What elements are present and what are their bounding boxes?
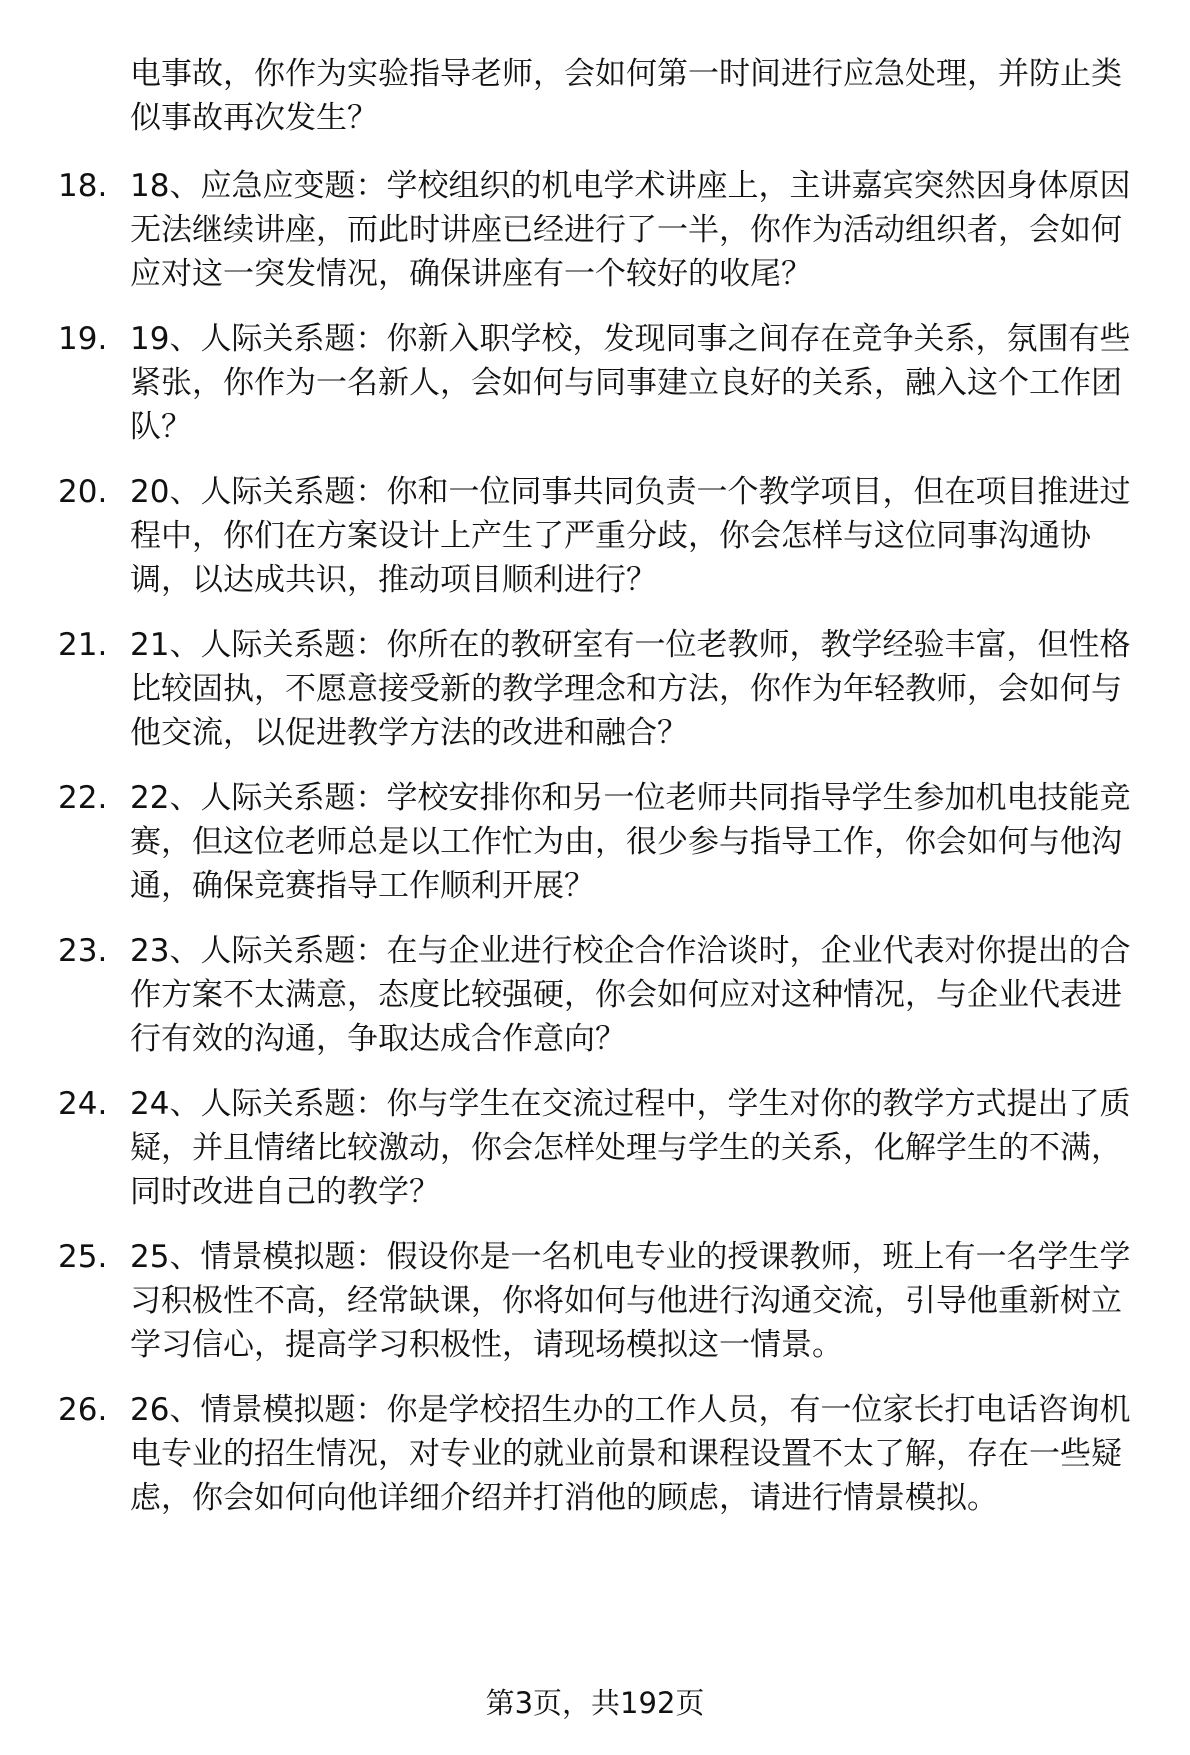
question-item-19 (0, 317, 1190, 449)
question-text: 22、人际关系题：学校安排你和另一位老师共同指导学生参加机电技能竞赛，但这位老师总是以工作忙为由，很少参与指导工作，你会如何与他沟通，确保竞赛指导工作顺利开展？ (130, 780, 1131, 904)
question-number: 25. (58, 1239, 108, 1275)
question-number: 20. (58, 474, 108, 510)
question-item-20 (0, 470, 1190, 602)
question-list (0, 164, 1190, 1541)
question-item-23 (0, 929, 1190, 1061)
question-number: 23. (58, 933, 108, 969)
question-text: 19、人际关系题：你新入职学校，发现同事之间存在竞争关系，氛围有些紧张，你作为一名新人，会如何与同事建立良好的关系，融入这个工作团队？ (130, 321, 1131, 445)
question-text: 21、人际关系题：你所在的教研室有一位老教师，教学经验丰富，但性格比较固执，不愿意接受新的教学理念和方法，你作为年轻教师，会如何与他交流，以促进教学方法的改进和融合？ (130, 627, 1131, 751)
question-number: 19. (58, 321, 108, 357)
question-item-24 (0, 1082, 1190, 1214)
question-number: 18. (58, 168, 108, 204)
page-number-footer: 第3页，共192页 (485, 1686, 705, 1720)
question-item-22 (0, 776, 1190, 908)
question-text: 26、情景模拟题：你是学校招生办的工作人员，有一位家长打电话咨询机电专业的招生情况，对专业的就业前景和课程设置不太了解，存在一些疑虑，你会如何向他详细介绍并打消他的顾虑，请进行情景模拟。 (130, 1392, 1131, 1516)
question-item-18 (0, 164, 1190, 296)
question-number: 21. (58, 627, 108, 663)
question-text: 25、情景模拟题：假设你是一名机电专业的授课教师，班上有一名学生学习积极性不高，经常缺课，你将如何与他进行沟通交流，引导他重新树立学习信心，提高学习积极性，请现场模拟这一情景。 (130, 1239, 1131, 1363)
question-text: 20、人际关系题：你和一位同事共同负责一个教学项目，但在项目推进过程中，你们在方案设计上产生了严重分歧，你会怎样与这位同事沟通协调，以达成共识，推动项目顺利进行？ (130, 474, 1131, 598)
question-text: 24、人际关系题：你与学生在交流过程中，学生对你的教学方式提出了质疑，并且情绪比较激动，你会怎样处理与学生的关系，化解学生的不满，同时改进自己的教学？ (130, 1086, 1131, 1210)
question-item-26 (0, 1388, 1190, 1520)
question-number: 24. (58, 1086, 108, 1122)
continued-question-text: 电事故，你作为实验指导老师，会如何第一时间进行应急处理，并防止类似事故再次发生？ (130, 56, 1122, 136)
question-text: 18、应急应变题：学校组织的机电学术讲座上，主讲嘉宾突然因身体原因无法继续讲座，而此时讲座已经进行了一半，你作为活动组织者，会如何应对这一突发情况，确保讲座有一个较好的收尾？ (130, 168, 1131, 292)
question-text: 23、人际关系题：在与企业进行校企合作洽谈时，企业代表对你提出的合作方案不太满意，态度比较强硬，你会如何应对这种情况，与企业代表进行有效的沟通，争取达成合作意向？ (130, 933, 1131, 1057)
question-item-21 (0, 623, 1190, 755)
question-number: 26. (58, 1392, 108, 1428)
question-item-25 (0, 1235, 1190, 1367)
question-number: 22. (58, 780, 108, 816)
